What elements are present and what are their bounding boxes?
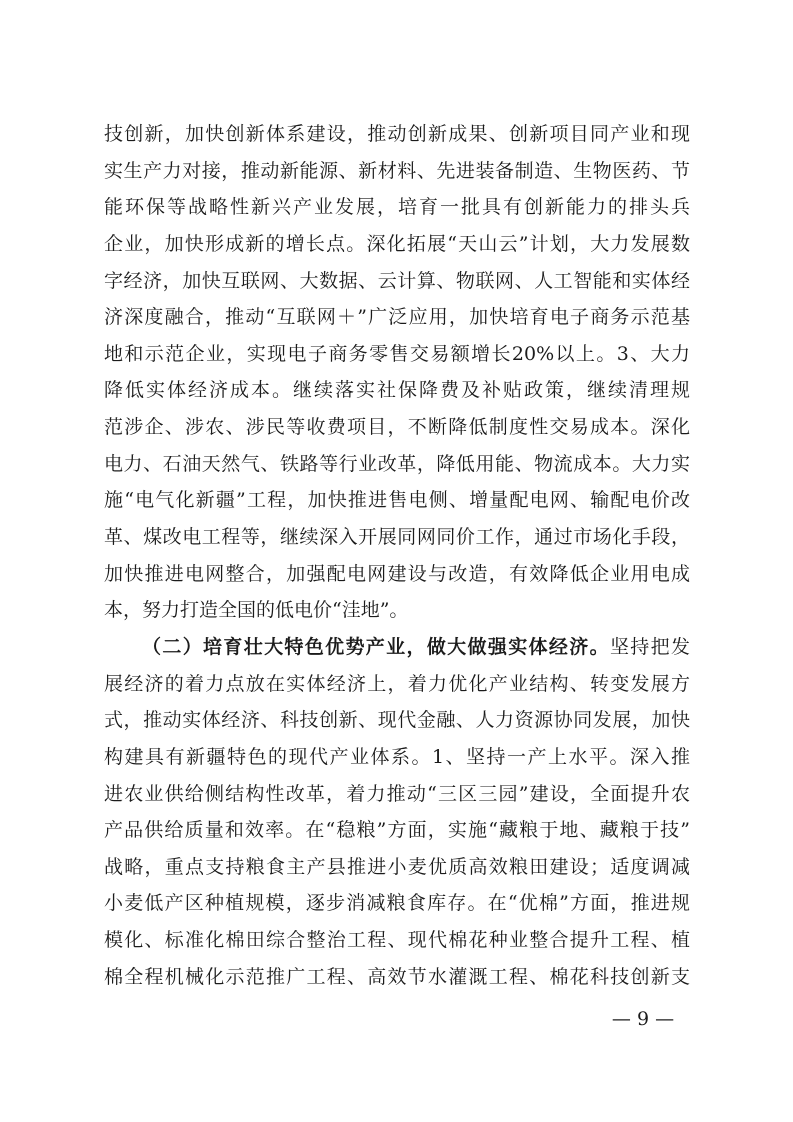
text-line: 能环保等战略性新兴产业发展，培育一批具有创新能力的排头兵 [104,196,690,219]
text-line: 地和示范企业，实现电子商务零售交易额增长20%以上。3、大力 [104,342,690,365]
text-line: 本，努力打造全国的低电价“洼地”。 [104,599,409,622]
text-line: 字经济，加快互联网、大数据、云计算、物联网、人工智能和实体经 [104,269,690,292]
section-heading-line [104,629,690,666]
text-line: 革、煤改电工程等，继续深入开展同网同价工作，通过市场化手段， [104,526,690,549]
text-line: 施“电气化新疆”工程，加快推进售电侧、增量配电网、输配电价改 [104,489,690,512]
text-line: 产品供给质量和效率。在“稳粮”方面，实施“藏粮于地、藏粮于技” [104,819,690,842]
text-line: 济深度融合，推动“互联网＋”广泛应用，加快培育电子商务示范基 [104,306,690,329]
text-line: 构建具有新疆特色的现代产业体系。1、坚持一产上水平。深入推 [104,745,690,768]
text-line: 小麦低产区种植规模，逐步消减粮食库存。在“优棉”方面，推进规 [104,892,690,915]
page-number: — 9 — [611,1008,675,1030]
text-line: 加快推进电网整合，加强配电网建设与改造，有效降低企业用电成 [104,562,690,585]
text-line: 式，推动实体经济、科技创新、现代金融、人力资源协同发展，加快 [104,709,690,732]
text-line: 降低实体经济成本。继续落实社保降费及补贴政策，继续清理规 [104,379,690,402]
text-line: 战略，重点支持粮食主产县推进小麦优质高效粮田建设；适度调减 [104,855,690,878]
text-line: 企业，加快形成新的增长点。深化拓展“天山云”计划，大力发展数 [104,232,690,255]
text-line: 展经济的着力点放在实体经济上，着力优化产业结构、转变发展方 [104,672,690,695]
heading-continuation: 坚持把发 [609,635,690,658]
text-line: 模化、标准化棉田综合整治工程、现代棉花种业整合提升工程、植 [104,929,690,952]
text-line: 电力、石油天然气、铁路等行业改革，降低用能、物流成本。大力实 [104,452,690,475]
text-line: 实生产力对接，推动新能源、新材料、先进装备制造、生物医药、节 [104,159,690,182]
text-line: 棉全程机械化示范推广工程、高效节水灌溉工程、棉花科技创新支 [104,965,690,988]
section-heading: （二）培育壮大特色优势产业，做大做强实体经济。 [142,635,610,658]
text-line: 范涉企、涉农、涉民等收费项目，不断降低制度性交易成本。深化 [104,416,690,439]
body-text [104,116,690,995]
text-line: 技创新，加快创新体系建设，推动创新成果、创新项目同产业和现 [104,123,690,145]
text-line: 进农业供给侧结构性改革，着力推动“三区三园”建设，全面提升农 [104,782,690,805]
